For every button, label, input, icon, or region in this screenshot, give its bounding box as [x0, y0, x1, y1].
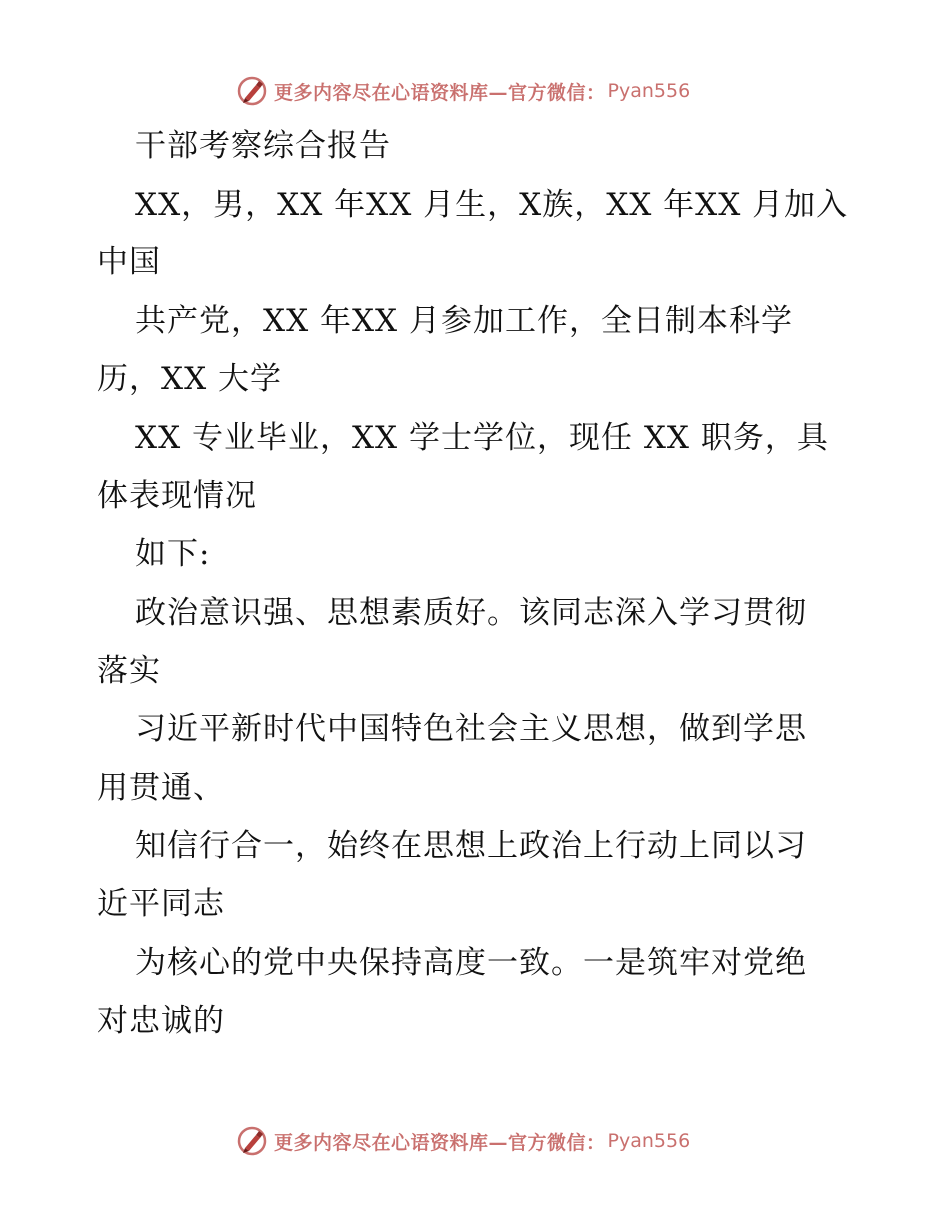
text-line: 落实 [97, 653, 161, 689]
watermark-wechat-id: Pyan556 [607, 80, 691, 102]
text-line: 共产党，XX 年XX 月参加工作，全日制本科学 [135, 303, 793, 339]
document-title: 干部考察综合报告 [135, 128, 391, 164]
text-line: 如下: [135, 536, 211, 572]
text-line: 知信行合一，始终在思想上政治上行动上同以习 [135, 828, 807, 864]
text-line: XX 专业毕业，XX 学士学位，现任 XX 职务，具 [135, 420, 829, 456]
watermark-text: 更多内容尽在心语资料库—官方微信： [274, 1131, 606, 1154]
text-line: 体表现情况 [97, 478, 257, 514]
text-line: 政治意识强、思想素质好。该同志深入学习贯彻 [135, 595, 807, 631]
text-line: 用贯通、 [97, 770, 225, 806]
text-line: 为核心的党中央保持高度一致。一是筑牢对党绝 [135, 945, 807, 981]
text-line: 中国 [97, 244, 161, 280]
watermark-wechat-id: Pyan556 [607, 1130, 691, 1152]
text-line: 习近平新时代中国特色社会主义思想，做到学思 [135, 711, 807, 747]
pen-logo-icon [236, 75, 268, 107]
text-line: XX，男，XX 年XX 月生，X族，XX 年XX 月加入 [135, 187, 849, 223]
pen-logo-icon [236, 1125, 268, 1157]
watermark-header [236, 74, 690, 108]
text-line: 近平同志 [97, 886, 225, 922]
watermark-footer [236, 1124, 690, 1158]
text-line: 对忠诚的 [97, 1003, 225, 1039]
text-line: 历，XX 大学 [97, 361, 282, 397]
watermark-text: 更多内容尽在心语资料库—官方微信： [274, 81, 606, 104]
